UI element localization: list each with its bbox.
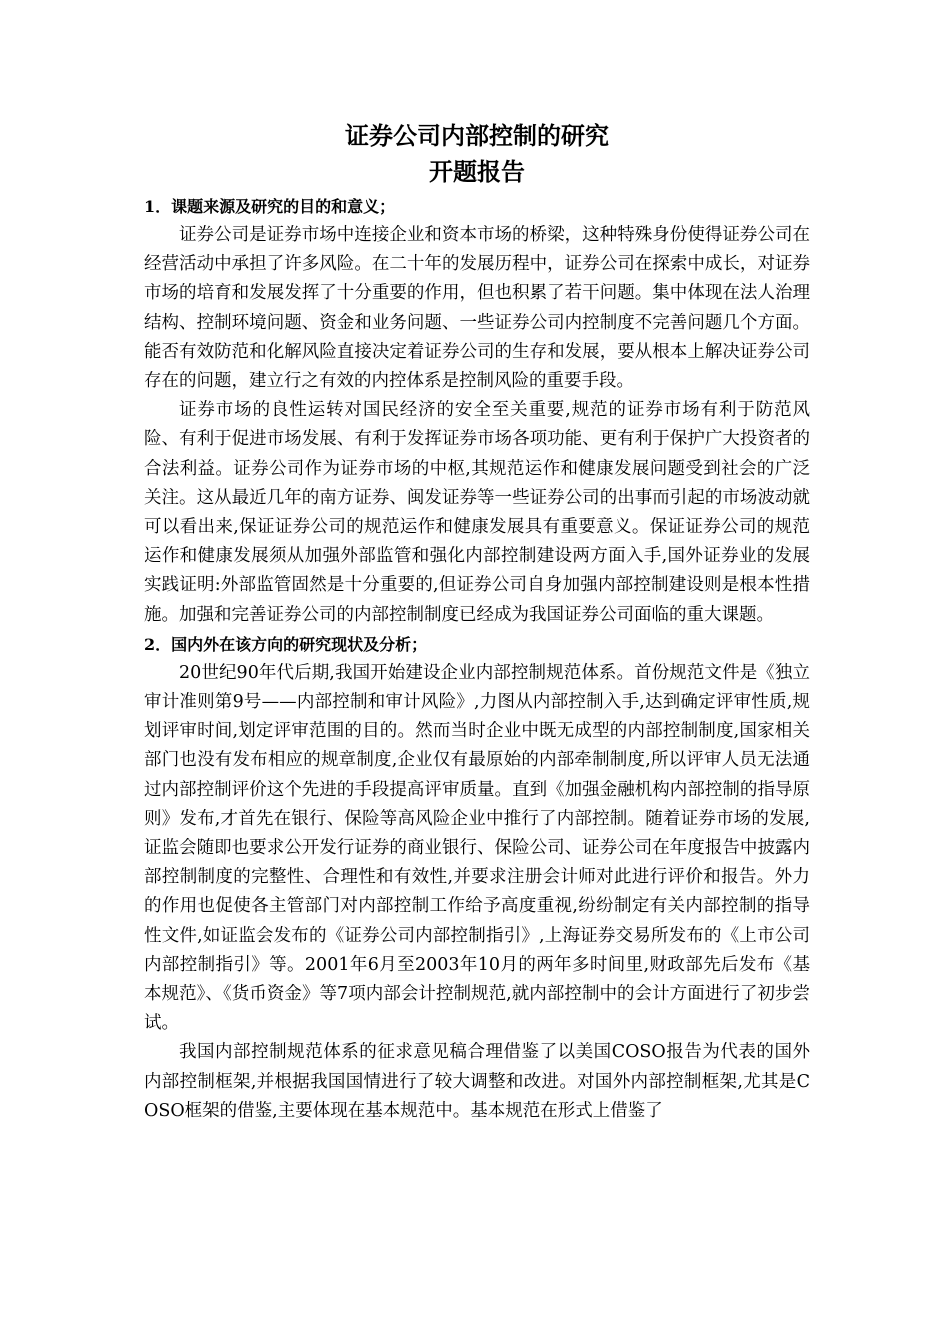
document-page <box>144 118 810 1126</box>
section-heading: 1．课题来源及研究的目的和意义； <box>144 197 396 216</box>
document-title: 证券公司内部控制的研究 <box>345 121 609 150</box>
section-1 <box>144 192 810 630</box>
section-2 <box>144 630 810 1126</box>
paragraph: 20世纪90年代后期,我国开始建设企业内部控制规范体系。首份规范文件是《独立审计准则第9号——内部控制和审计风险》,力图从内部控制入手,达到确定评审性质,规划评审时间,划定评审范围的目的。然而当时企业中既无成型的内部控制制度,国家相关部门也没有发布相应的规章制度,企业仅有最原始的内部牵制制度,所以评审人员无法通过内部控制评价这个先进的手段提高评审质量。直到《加强金融机构内部控制的指导原则》发布,才首先在银行、保险等高风险企业中推行了内部控制。随着证券市场的发展,证监会随即也要求公开发行证券的商业银行、保险公司、证券公司在年度报告中披露内部控制制度的完整性、合理性和有效性,并要求注册会计师对此进行评价和报告。外力的作用也促使各主管部门对内部控制工作给予高度重视,纷纷制定有关内部控制的指导性文件,如证监会发布的《证券公司内部控制指引》,上海证券交易所发布的《上市公司内部控制指引》等。2001年6月至2003年10月的两年多时间里,财政部先后发布《基本规范》、《货币资金》等7项内部会计控制规范,就内部控制中的会计方面进行了初步尝试。 <box>144 662 810 1034</box>
paragraph: 证券市场的良性运转对国民经济的安全至关重要,规范的证券市场有利于防范风险、有利于促进市场发展、有利于发挥证券市场各项功能、更有利于保护广大投资者的合法利益。证券公司作为证券市场的中枢,其规范运作和健康发展问题受到社会的广泛关注。这从最近几年的南方证券、闽发证券等一些证券公司的出事而引起的市场波动就可以看出来,保证证券公司的规范运作和健康发展具有重要意义。保证证券公司的规范运作和健康发展须从加强外部监管和强化内部控制建设两方面入手,国外证券业的发展实践证明:外部监管固然是十分重要的,但证券公司自身加强内部控制建设则是根本性措施。加强和完善证券公司的内部控制制度已经成为我国证券公司面临的重大课题。 <box>144 400 810 625</box>
paragraph: 我国内部控制规范体系的征求意见稿合理借鉴了以美国COSO报告为代表的国外内部控制框架,并根据我国国情进行了较大调整和改进。对国外内部控制框架,尤其是COSO框架的借鉴,主要体现在基本规范中。基本规范在形式上借鉴了 <box>144 1042 810 1121</box>
document-subtitle: 开题报告 <box>429 157 525 186</box>
paragraph: 证券公司是证券市场中连接企业和资本市场的桥梁，这种特殊身份使得证券公司在经营活动中承担了许多风险。在二十年的发展历程中，证券公司在探索中成长，对证券市场的培育和发展发挥了十分重要的作用，但也积累了若干问题。集中体现在法人治理结构、控制环境问题、资金和业务问题、一些证券公司内控制度不完善问题几个方面。能否有效防范和化解风险直接决定着证券公司的生存和发展，要从根本上解决证券公司存在的问题，建立行之有效的内控体系是控制风险的重要手段。 <box>144 225 810 392</box>
section-heading: 2．国内外在该方向的研究现状及分析； <box>144 634 428 654</box>
